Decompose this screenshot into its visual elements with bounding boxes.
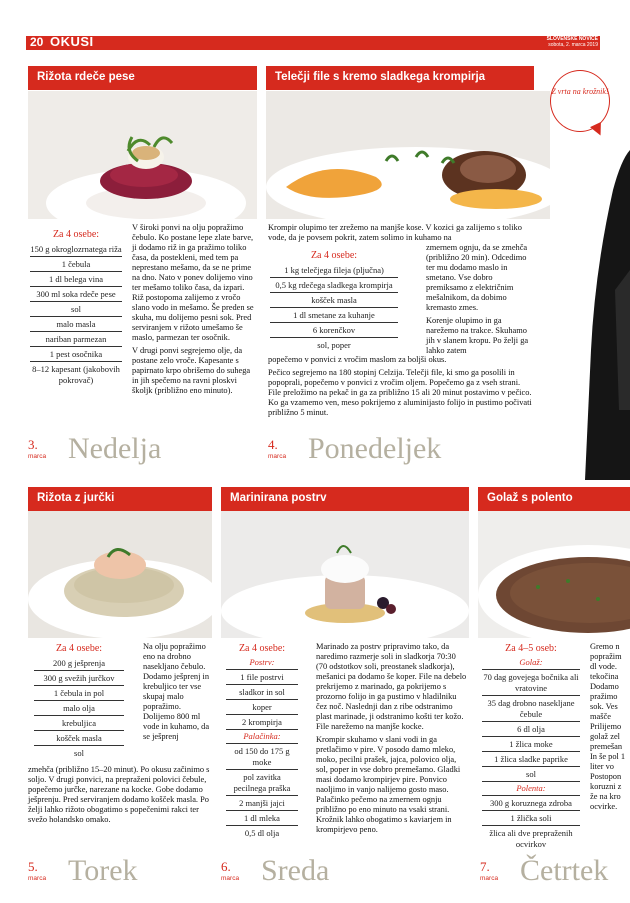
method-paragraph: V drugi ponvi segrejemo olje, da postane zelo vroče. Kapesante s papirnato krpo obrišemo do suhega in jih spečemo na ravni ploskvi školjk (približno eno minuto). [132,346,251,395]
ingredients-thursday [482,643,580,851]
ingredients-subheading: Golaž: [482,656,580,670]
recipe-title-thursday: Golaž s polento [478,487,630,511]
chef-figure-photo [585,150,630,480]
ingredient-item: 1 pest osočnika [30,347,122,362]
ingredient-item: sladkor in sol [226,685,298,700]
ingredient-item: koper [226,700,298,715]
ingredient-item: sol, poper [317,340,351,350]
ingredients-heading: Za 4–5 oseb: [505,643,557,654]
ingredients-heading: Za 4 osebe: [55,643,103,654]
ingredient-item: 0,5 dl olja [244,828,280,838]
method-wednesday [316,642,469,838]
method-monday-right [426,243,536,359]
photo-goulash [478,511,630,638]
ingredient-item: 200 g ješprenja [34,656,124,671]
day-month: marca [28,453,47,460]
ingredients-tuesday [34,643,124,760]
method-paragraph: Korenje olupimo in ga narežemo na trakce. Skuhamo jih v slanem kropu. Po želji ga lahko zatem [426,316,529,355]
day-marker-monday [268,437,286,460]
ingredient-item: malo masla [30,317,122,332]
masthead-bar [26,36,600,50]
ingredient-item: košček masla [34,731,124,746]
ingredient-item: 2 manjši jajci [226,796,298,811]
ingredient-item: sol [74,748,84,758]
ingredient-item: 1 žlička soli [482,811,580,826]
page-number: 20 [30,35,44,49]
ingredient-item: sol [30,302,122,317]
ingredient-item: 1 dl mleka [226,811,298,826]
ingredient-item: pol zavitka pecilnega praška [226,770,298,796]
ingredient-item: nariban parmezan [30,332,122,347]
ingredients-monday [270,250,398,352]
method-paragraph: Pečico segrejemo na 180 stopinj Celzija. Telečji file, ki smo ga posolili in popoprali, popečemo v ponvici z vročim oljem. Popečemo ga z vseh strani. File preložimo na pekač in ga za približno 15 ali 20 minut postavimo v pečico. Ko ga vzamemo ven, meso pokrijemo z aluminijasto folijo in pustimo počivati približno 5 minut. [268,368,532,417]
ingredient-item: 35 dag drobno nasekljane čebule [482,696,580,722]
day-number: 3. [28,437,38,452]
recipe-title-wednesday: Marinirana postrv [221,487,469,511]
recipe-title-sunday: Rižota rdeče pese [28,66,257,90]
ingredient-item: od 150 do 175 g moke [226,744,298,770]
method-paragraph: popečemo v ponvici z vročim maslom za boljši okus. [268,355,447,364]
day-name-sunday: Nedelja [68,432,162,465]
day-number: 6. [221,859,231,874]
method-paragraph: zmernem ognju, da se zmehča (približno 20 min). Odcedimo ter mu dodamo maslo in smetano. Vse dobro premiksamo z električnim mešalnikom, da dobimo kremasto zmes. [426,243,528,312]
day-month: marca [480,875,499,882]
ingredient-item: krebuljica [34,716,124,731]
ingredient-item: 0,5 kg rdečega sladkega krompirja [270,278,398,293]
ingredient-item: 70 dag govejega bočnika ali vratovine [482,670,580,696]
day-number: 5. [28,859,38,874]
method-paragraph: Marinado za postrv pripravimo tako, da naredimo razmerje soli in sladkorja 70:30 (70 odstotkov soli, preostanek sladkorja), mešanici pa dodamo še koper. File na debelo prekrijemo z marinado, ga pokrijemo s prozorno folijo in ga pustimo v hladilniku čez noč. Naslednji dan z ribe odstranimo plast marinade, ji odstranimo košti ter kožo. File narežemo na manjše kocke. [316,642,467,731]
ingredient-item: 1 dl belega vina [30,272,122,287]
day-name-monday: Ponedeljek [308,432,442,465]
recipe-title-monday: Telečji file s kremo sladkega krompirja [266,66,534,90]
day-number: 7. [480,859,490,874]
day-number: 4. [268,437,278,452]
ingredient-item: 2 krompirja [226,715,298,730]
issue-date: sobota, 2. marca 2019 [548,42,598,48]
intro-monday: Krompir olupimo ter zrežemo na manjše kose. V kozici ga zalijemo s toliko vode, da je povsem pokrit, zatem solimo in kuhamo na [268,223,522,242]
method-tuesday-right: Na olju popražimo eno na drobno nasekljano čebulo. Dodamo ješprenj in krebuljico ter vse skupaj malo popražimo. Dolijemo 800 ml vode in kuhamo, da se ješprenj [143,642,210,741]
ingredients-wednesday [226,643,298,840]
ingredient-item: 300 ml soka rdeče pese [30,287,122,302]
ingredients-heading: Za 4 osebe: [52,229,100,240]
day-marker-thursday [480,859,498,882]
ingredient-item: 1 dl smetane za kuhanje [270,308,398,323]
ingredients-heading: Za 4 osebe: [238,643,286,654]
day-marker-wednesday [221,859,239,882]
ingredients-subheading: Polenta: [482,782,580,796]
ingredient-item: 1 čebula in pol [34,686,124,701]
day-month: marca [221,875,240,882]
ingredient-item: 6 korenčkov [270,323,398,338]
day-month: marca [28,875,47,882]
photo-mushroom-risotto [28,511,212,638]
ingredient-item: malo olja [34,701,124,716]
ingredient-item: košček masla [270,293,398,308]
ingredients-subheading: Postrv: [226,656,298,670]
day-marker-sunday [28,437,46,460]
method-thursday-cut: Gremo n popražim dl vode. tekočina Dodamo pražimo sok. Ves mašče Prilijemo golaž zel premešan In še pol 1 liter vo Postopon koruzni z že na kro ocvirke. [590,642,626,811]
ingredient-item: 1 file postrvi [226,670,298,685]
ingredients-sunday [30,229,122,387]
ingredient-item: 8–12 kapesant (jakobovih pokrovač) [32,364,120,385]
day-name-tuesday: Torek [68,854,138,887]
day-month: marca [268,453,287,460]
method-paragraph: V široki ponvi na olju popražimo čebulo. Ko postane lepe zlate barve, ji dodamo riž in ga pražimo toliko časa, da postekleni, med tem pa neprestano mešamo, da se ne prime na dno. Nato v ponev dolijemo vino ter mešamo toliko časa, da izpari. Riž postopoma zalijemo z vročo slano vodo in mešamo. Še preden se skuha, mu dolijemo pesni sok. Pred serviranjem v rižoto umešamo še maslo, parmezan ter osočnik. [132,223,254,342]
ingredients-subheading: Palačinka: [226,730,298,744]
ingredient-item: žlica ali dve prepraženih ocvirkov [489,828,573,849]
masthead-info [547,36,598,48]
ingredient-item: 300 g svežih jurčkov [34,671,124,686]
ingredient-item: 6 dl olja [482,722,580,737]
garden-to-plate-bubble: Z vrta na krožnik! [550,70,610,132]
method-tuesday-bottom: zmehča (približno 15–20 minut). Po okusu začinimo s soljo. V drugi ponvici, na prepraženi polovici čebule, popečemo jurčke, narezane na kocke. Gobe dodamo ješprenju. Pred serviranjem dodamo košček masla. Po želji lahko rižoto obogatimo s popečenimi rakci ter svežo holandsko omako. [28,765,210,824]
ingredient-item: 300 g koruznega zdroba [482,796,580,811]
photo-veal-fillet [266,91,550,219]
day-name-wednesday: Sreda [261,854,330,887]
ingredient-item: 1 čebula [30,257,122,272]
ingredient-item: 1 kg telečjega fileja (pljučna) [270,263,398,278]
method-paragraph: Krompir skuhamo v slani vodi in ga pretlačimo v pire. V posodo damo mleko, moko, pecilni prašek, jajca, polovico olja, sol, poper in vse dobro premešamo. Gladki masi dodamo krompirjev pire. Ponvico naoljimo in vanjo nalijemo gosto maso. Palačinko pečemo na zmernem ognju približno po eno minuto na vsaki strani. Krožnik lahko obogatimo s kaviarjem in krompirjevo peno. [316,735,461,834]
day-marker-tuesday [28,859,46,882]
ingredients-heading: Za 4 osebe: [310,250,358,261]
recipe-title-tuesday: Rižota z jurčki [28,487,212,511]
method-monday-bottom [268,355,534,421]
photo-beet-risotto [28,91,257,219]
ingredient-item: 150 g okroglozrnatega riža [30,242,122,257]
ingredient-item: sol [482,767,580,782]
section-title: OKUSI [50,34,94,49]
ingredient-item: 1 žlica sladke paprike [482,752,580,767]
day-name-thursday: Četrtek [520,854,609,887]
publication-name: SLOVENSKE NOVICE [546,36,598,42]
method-sunday [132,223,258,399]
ingredient-item: 1 žlica moke [482,737,580,752]
photo-marinated-trout [221,511,469,638]
